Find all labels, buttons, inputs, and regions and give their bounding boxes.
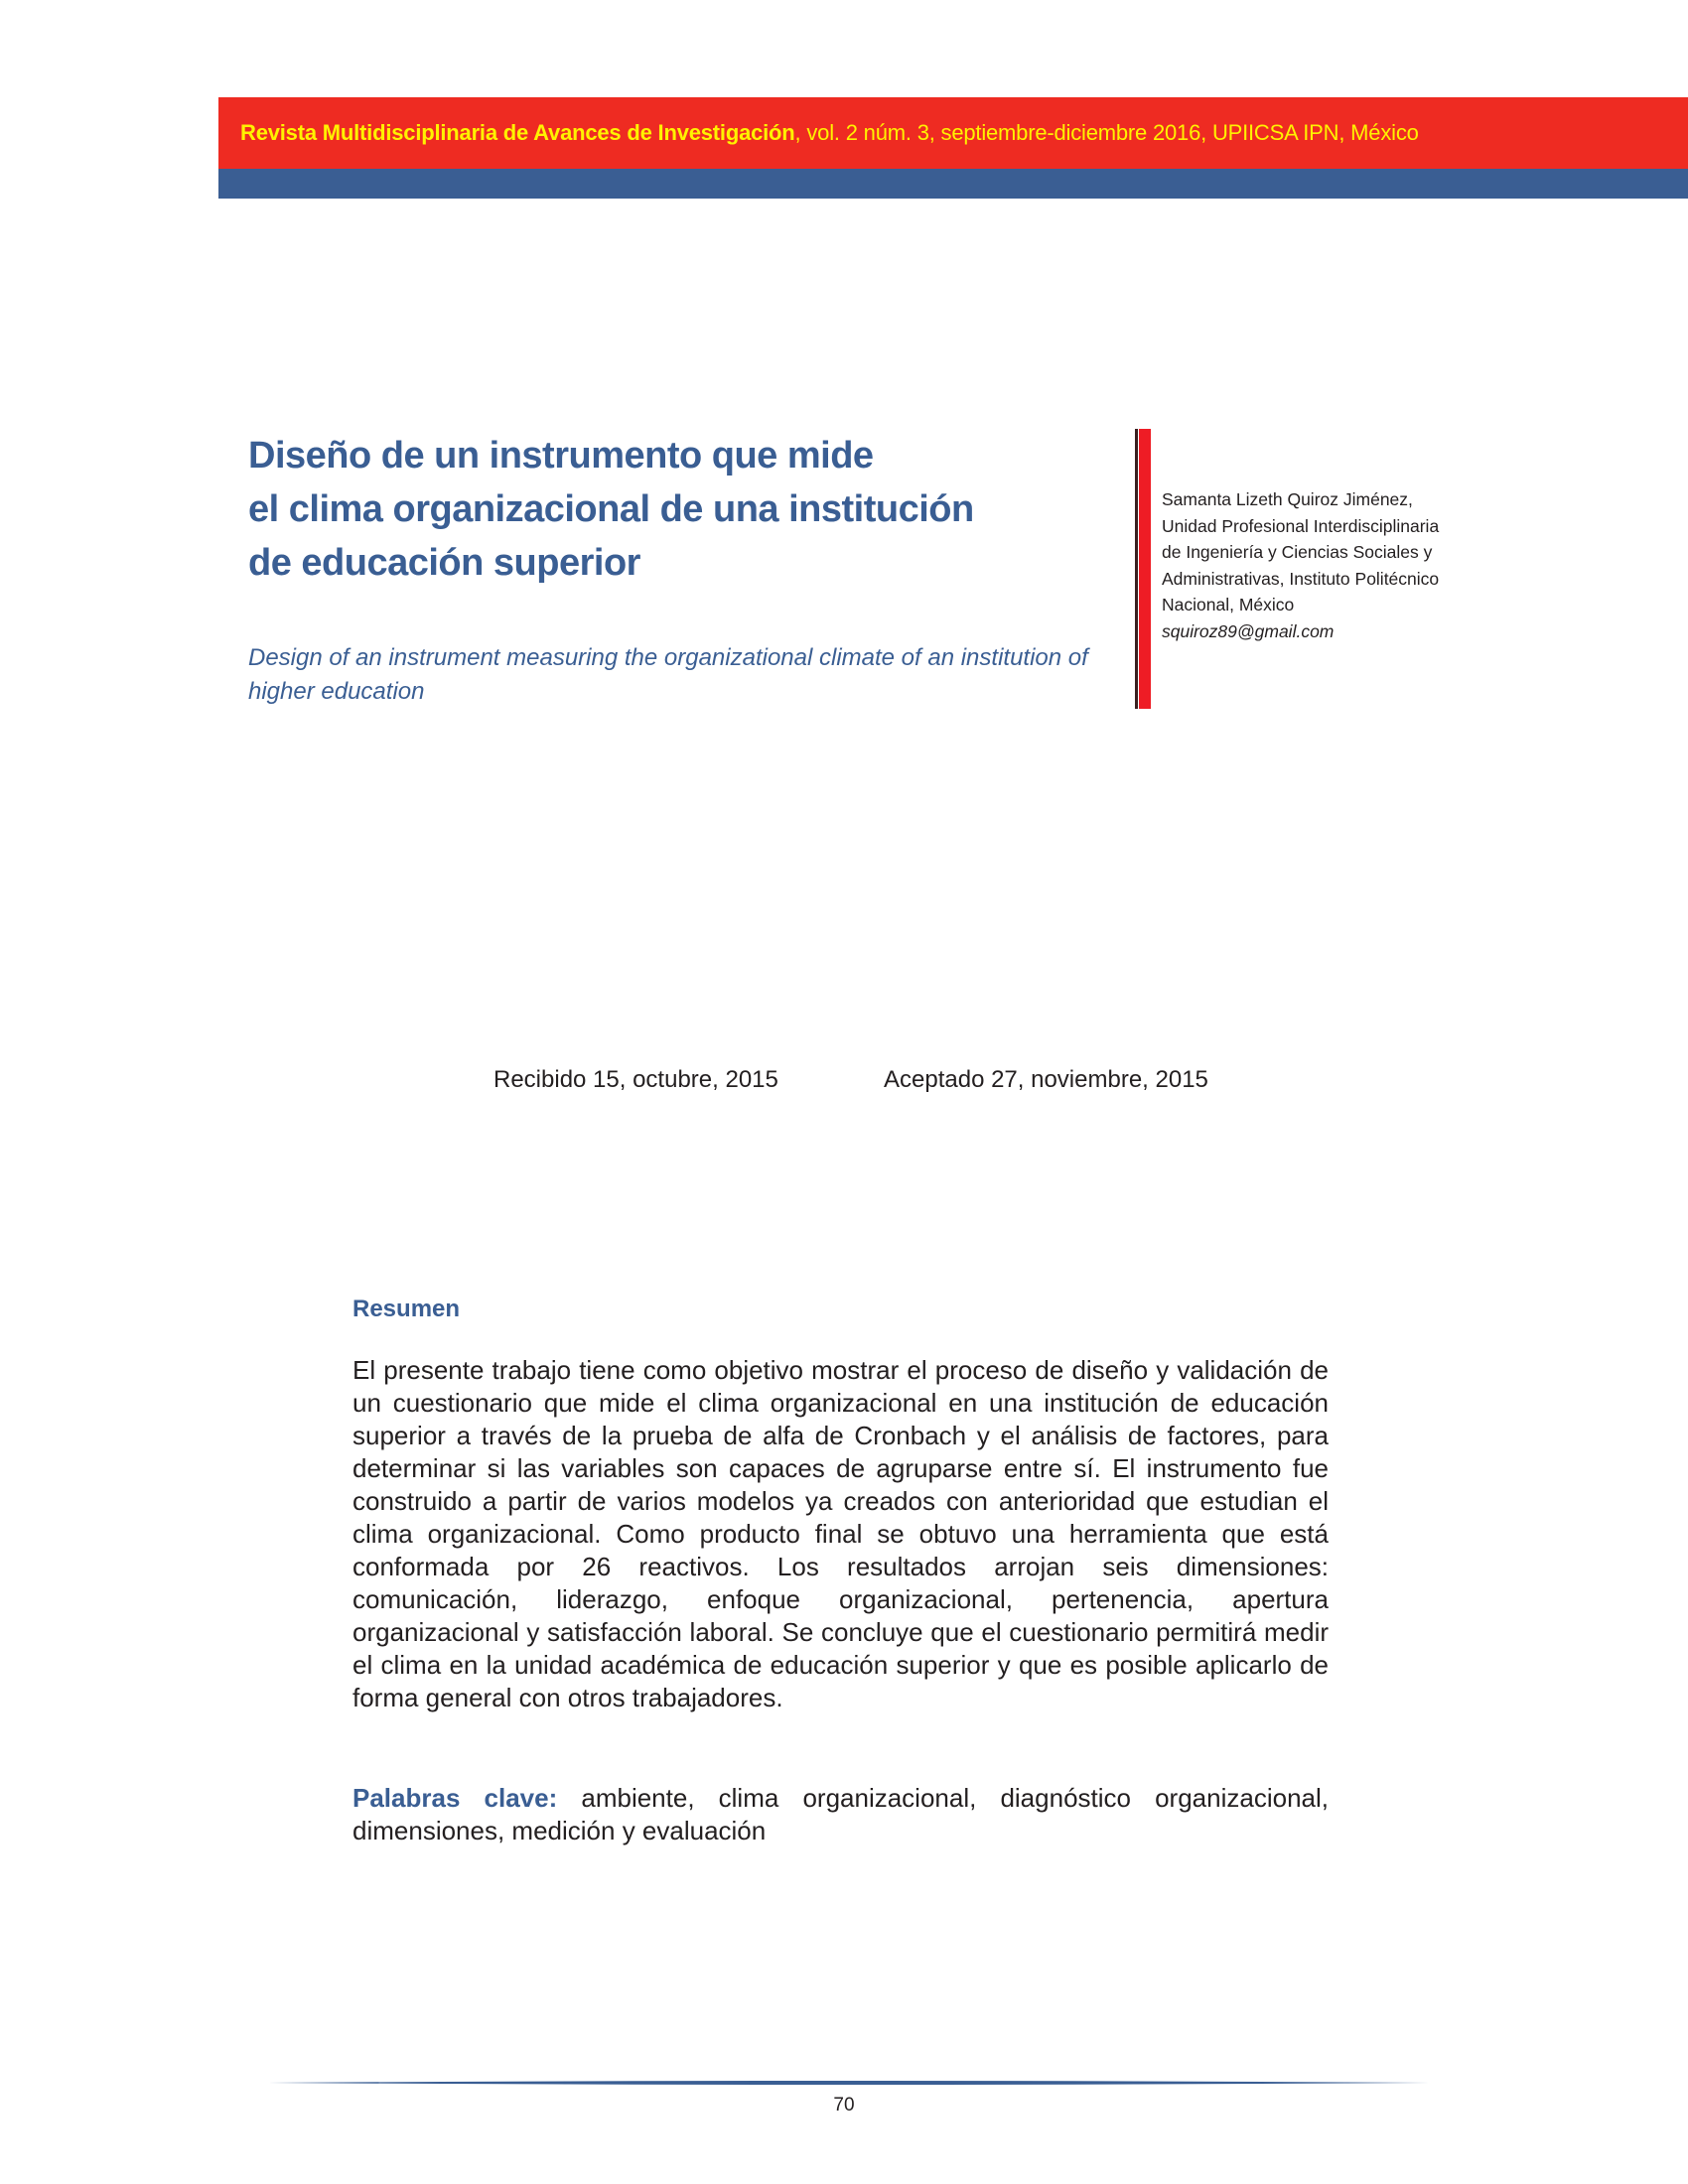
author-line: Nacional, México — [1162, 595, 1295, 614]
journal-header-text — [240, 97, 1419, 169]
accepted-date: Aceptado 27, noviembre, 2015 — [884, 1066, 1208, 1093]
author-divider-bar — [1139, 429, 1151, 709]
journal-details: , vol. 2 núm. 3, septiembre-diciembre 2016, UPIICSA IPN, México — [794, 120, 1419, 145]
abstract-heading: Resumen — [352, 1296, 461, 1322]
journal-header-band — [218, 97, 1688, 169]
page-number: 70 — [833, 2095, 855, 2116]
author-email: squiroz89@gmail.com — [1162, 620, 1335, 641]
author-affiliation — [1162, 486, 1489, 644]
article-title — [248, 429, 1062, 590]
keywords-label: Palabras clave: — [352, 1783, 558, 1813]
journal-name: Revista Multidisciplinaria de Avances de Investigación — [240, 120, 795, 145]
footer-rule — [268, 2080, 1430, 2086]
author-divider-shadow — [1135, 429, 1138, 709]
article-title-line: de educación superior — [248, 542, 640, 584]
header-blue-stripe — [218, 169, 1688, 199]
article-title-line: Diseño de un instrumento que mide — [248, 435, 874, 477]
author-line: Unidad Profesional Interdisciplinaria — [1162, 515, 1440, 536]
keywords-text: ambiente, clima organizacional, diagnóstico organizacional, dimensiones, medición y evaluación — [352, 1783, 1329, 1845]
author-line: Administrativas, Instituto Politécnico — [1162, 568, 1440, 589]
keywords — [352, 1782, 1329, 1847]
author-line: Samanta Lizeth Quiroz Jiménez, — [1162, 489, 1413, 509]
author-line: de Ingeniería y Ciencias Sociales y — [1162, 542, 1433, 562]
received-date: Recibido 15, octubre, 2015 — [493, 1066, 778, 1093]
abstract-text: El presente trabajo tiene como objetivo mostrar el proceso de diseño y validación de un cuestionario que mide el clima organizacional en una institución de educación superior a través de la prueba de alfa de Cronbach y el análisis de factores, para determinar si las variables son capaces de agruparse entre sí. El instrumento fue construido a partir de varios modelos ya creados con anterioridad que estudian el clima organizacional. Como producto final se obtuvo una herramienta que está conformada por 26 reactivos. Los resultados arrojan seis dimensiones: comunicación, liderazgo, enfoque organizacional, pertenencia, apertura organizacional y satisfacción laboral. Se concluye que el cuestionario permitirá medir el clima en la unidad académica de educación superior y que es posible aplicarlo de forma general con otros trabajadores. — [352, 1355, 1329, 1712]
english-title: Design of an instrument measuring the organizational climate of an institution of higher education — [248, 644, 1088, 705]
article-title-line: el clima organizacional de una institución — [248, 488, 974, 530]
